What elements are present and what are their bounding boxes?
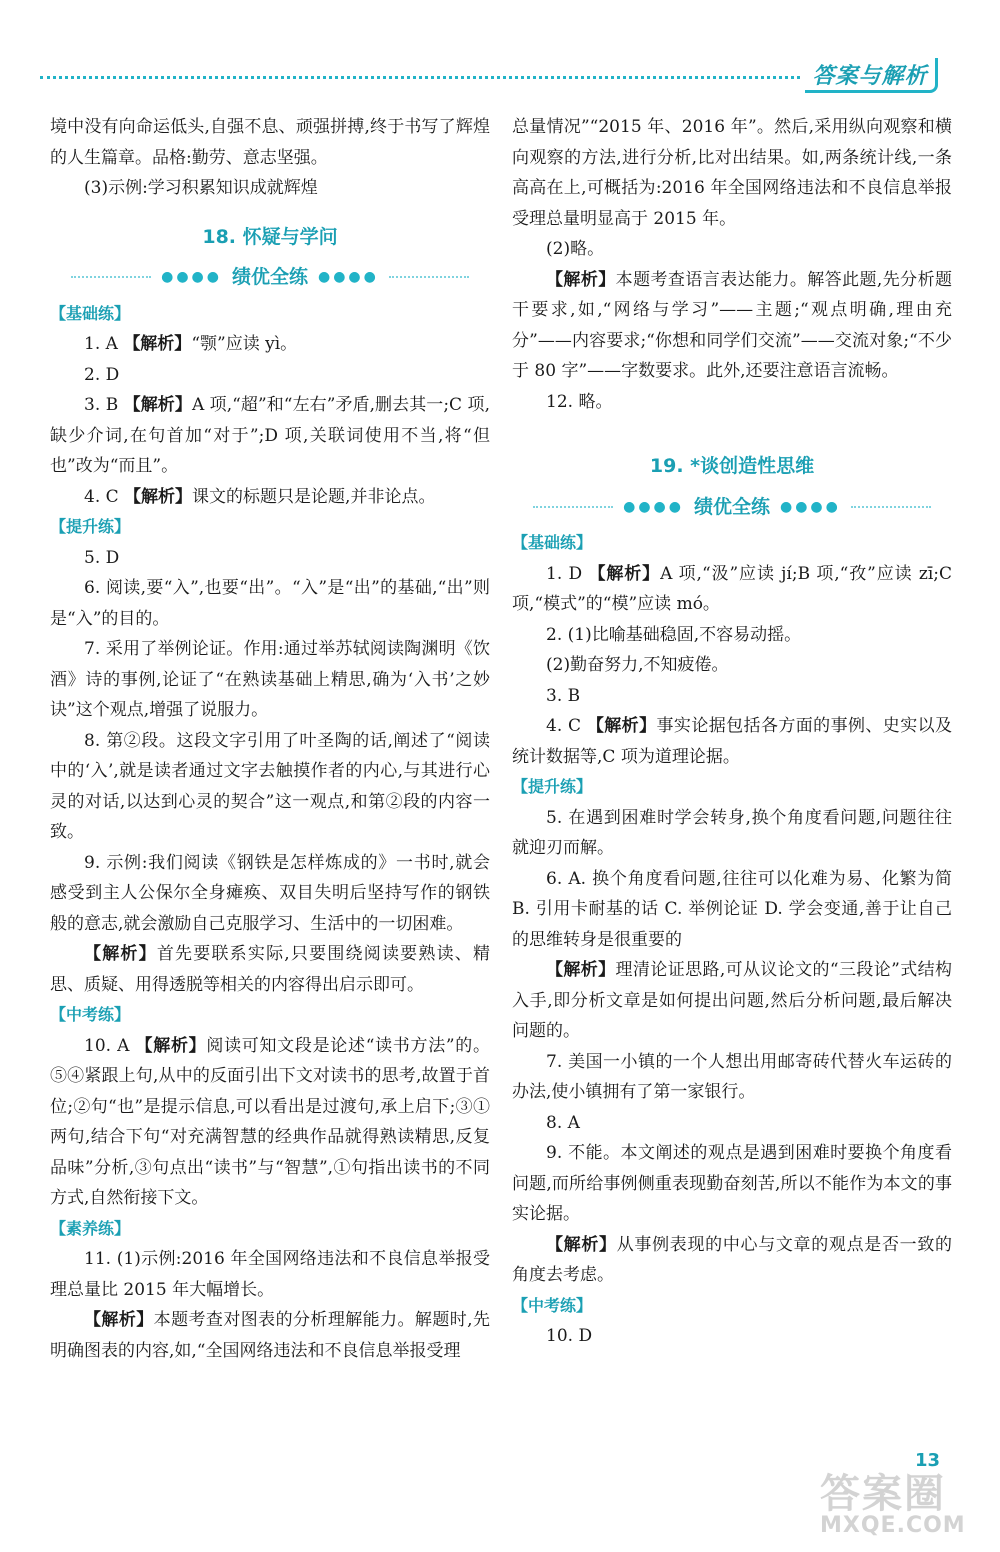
section-title: 18. 怀疑与学问 xyxy=(202,225,338,248)
section-band xyxy=(50,262,490,293)
analysis-item: 【解析】理清论证思路,可从议论文的“三段论”式结构入手,即分析文章是如何提出问题,然后分析问题,最后解决问题的。 xyxy=(512,960,953,1041)
answer-item: 4. C 【解析】课文的标题只是论题,并非论点。 xyxy=(84,486,436,507)
answer-item: 8. A xyxy=(546,1112,580,1133)
answer-item: 10. D xyxy=(546,1326,593,1346)
answer-item: (2)略。 xyxy=(546,239,605,259)
watermark-logo-text: 答案圈 xyxy=(820,1471,946,1517)
band-dots-right xyxy=(389,276,469,278)
band-dots-left xyxy=(533,506,613,508)
answer-item: 3. B 【解析】A 项,“超”和“左右”矛盾,删去其一;C 项,缺少介词,在句首加“对于”;D 项,关联词使用不当,将“但也”改为“而且”。 xyxy=(50,395,491,476)
answer-item: 11. (1)示例:2016 年全国网络违法和不良信息举报受理总量比 2015 年大幅增长。 xyxy=(50,1249,490,1300)
quality-tag: 【素养练】 xyxy=(50,1218,131,1238)
answer-item: 8. 第②段。这段文字引用了叶圣陶的话,阐述了“阅读中的‘入’,就是读者通过文字去触摸作者的内心,与其进行心灵的对话,以达到心灵的契合”这一观点,和第②段的内容一致。 xyxy=(50,730,490,842)
answer-item: 1. A 【解析】“颚”应读 yì。 xyxy=(84,334,298,354)
band-label: 绩优全练 xyxy=(231,266,308,288)
header-tab xyxy=(805,58,938,93)
analysis-item: 【解析】本题考查对图表的分析理解能力。解题时,先明确图表的内容,如,“全国网络违法和不良信息举报受理 xyxy=(50,1310,491,1361)
band-dots-left xyxy=(71,276,151,278)
band-dots-right xyxy=(851,506,931,508)
header-dotted-rule xyxy=(40,76,800,79)
answer-item: 2. (1)比喻基础稳固,不容易动摇。 xyxy=(546,624,802,645)
section-title: 19. *谈创造性思维 xyxy=(649,455,815,477)
answer-item: 10. A 【解析】阅读可知文段是论述“读书方法”的。⑤④紧跟上句,从中的反面引出下文对读书的思考,故置于首位;②句“也”是提示信息,可以看出是过渡句,承上启下;③①两句,结合下句“对充满智慧的经典作品就得熟读精思,反复品味”分析,③句点出“读书”与“智慧”,①句指出读书的不同方式,自然衔接下文。 xyxy=(50,1035,491,1208)
exam-tag: 【中考练】 xyxy=(50,1005,131,1024)
answer-item: 6. 阅读,要“入”,也要“出”。“入”是“出”的基础,“出”则是“入”的目的。 xyxy=(50,578,490,629)
section-band xyxy=(512,492,952,523)
left-column xyxy=(50,112,490,1366)
answer-item: (2)勤奋努力,不知疲倦。 xyxy=(546,655,729,675)
carry-text: 总量情况”“2015 年、2016 年”。然后,采用纵向观察和横向观察的方法,进行分析,比对出结果。如,两条统计线,一条高高在上,可概括为:2016 年全国网络违法和不良信息举报受理总量明显高于 2015 年。 xyxy=(512,117,952,229)
answer-item: 12. 略。 xyxy=(546,391,613,412)
watermark-url: MXQE.COM xyxy=(820,1513,966,1538)
improve-tag: 【提升练】 xyxy=(512,777,593,796)
answer-item: 5. D xyxy=(84,547,120,568)
answer-item: 9. 不能。本文阐述的观点是遇到困难时要换个角度看问题,而所给事例侧重表现勤奋刻苦,所以不能作为本文的事实论据。 xyxy=(512,1143,952,1224)
page-number: 13 xyxy=(915,1450,941,1471)
analysis-item: 【解析】首先要联系实际,只要围绕阅读要熟读、精思、质疑、用得透脱等相关的内容得出启示即可。 xyxy=(50,944,491,995)
answer-item: 6. A. 换个角度看问题,往往可以化难为易、化繁为简 B. 引用卡耐基的话 C. 举例论证 D. 学会变通,善于让自己的思维转身是很重要的 xyxy=(512,868,952,950)
carry-text: (3)示例:学习积累知识成就辉煌 xyxy=(84,178,318,198)
answer-item: 3. B xyxy=(546,685,581,706)
watermark-logo xyxy=(820,1462,990,1546)
header-tab-label: 答案与解析 xyxy=(812,63,928,89)
answer-item: 5. 在遇到困难时学会转身,换个角度看问题,问题往往就迎刃而解。 xyxy=(512,807,952,858)
answer-item: 9. 示例:我们阅读《钢铁是怎样炼成的》一书时,就会感受到主人公保尔全身瘫痪、双目失明后坚持写作的钢铁般的意志,就会激励自己克服学习、生活中的一切困难。 xyxy=(50,852,490,934)
carry-text: 境中没有向命运低头,自强不息、顽强拼搏,终于书写了辉煌的人生篇章。品格:勤劳、意志坚强。 xyxy=(50,117,490,168)
analysis-item: 【解析】从事例表现的中心与文章的观点是否一致的角度去考虑。 xyxy=(512,1234,953,1285)
answer-item: 2. D xyxy=(84,364,120,385)
answer-item: 4. C 【解析】事实论据包括各方面的事例、史实以及统计数据等,C 项为道理论据。 xyxy=(512,716,953,767)
answer-item: 7. 美国一小镇的一个人想出用邮寄砖代替火车运砖的办法,使小镇拥有了第一家银行。 xyxy=(512,1051,952,1102)
analysis-item: 【解析】本题考查语言表达能力。解答此题,先分析题干要求,如,“网络与学习”——主题;“观点明确,理由充分”——内容要求;“你想和同学们交流”——交流对象;“不少于 80 字”——字数要求。此外,还要注意语言流畅。 xyxy=(512,269,953,381)
band-dots-icon: ●●●● xyxy=(780,498,841,515)
answer-item: 1. D 【解析】A 项,“汲”应读 jí;B 项,“孜”应读 zī;C 项,“模式”的“模”应读 mó。 xyxy=(512,563,952,614)
band-dots-icon: ●●●● xyxy=(623,498,684,515)
improve-tag: 【提升练】 xyxy=(50,517,131,536)
answer-item: 7. 采用了举例论证。作用:通过举苏轼阅读陶渊明《饮酒》诗的事例,论证了“在熟读基础上精思,确为‘入书’之妙诀”这个观点,增强了说服力。 xyxy=(50,639,490,720)
basic-tag: 【基础练】 xyxy=(512,533,593,552)
exam-tag: 【中考练】 xyxy=(512,1295,593,1315)
band-label: 绩优全练 xyxy=(693,495,770,518)
basic-tag: 【基础练】 xyxy=(50,303,131,323)
band-dots-icon: ●●●● xyxy=(318,269,379,285)
right-column xyxy=(512,112,952,1352)
band-dots-icon: ●●●● xyxy=(161,269,222,285)
